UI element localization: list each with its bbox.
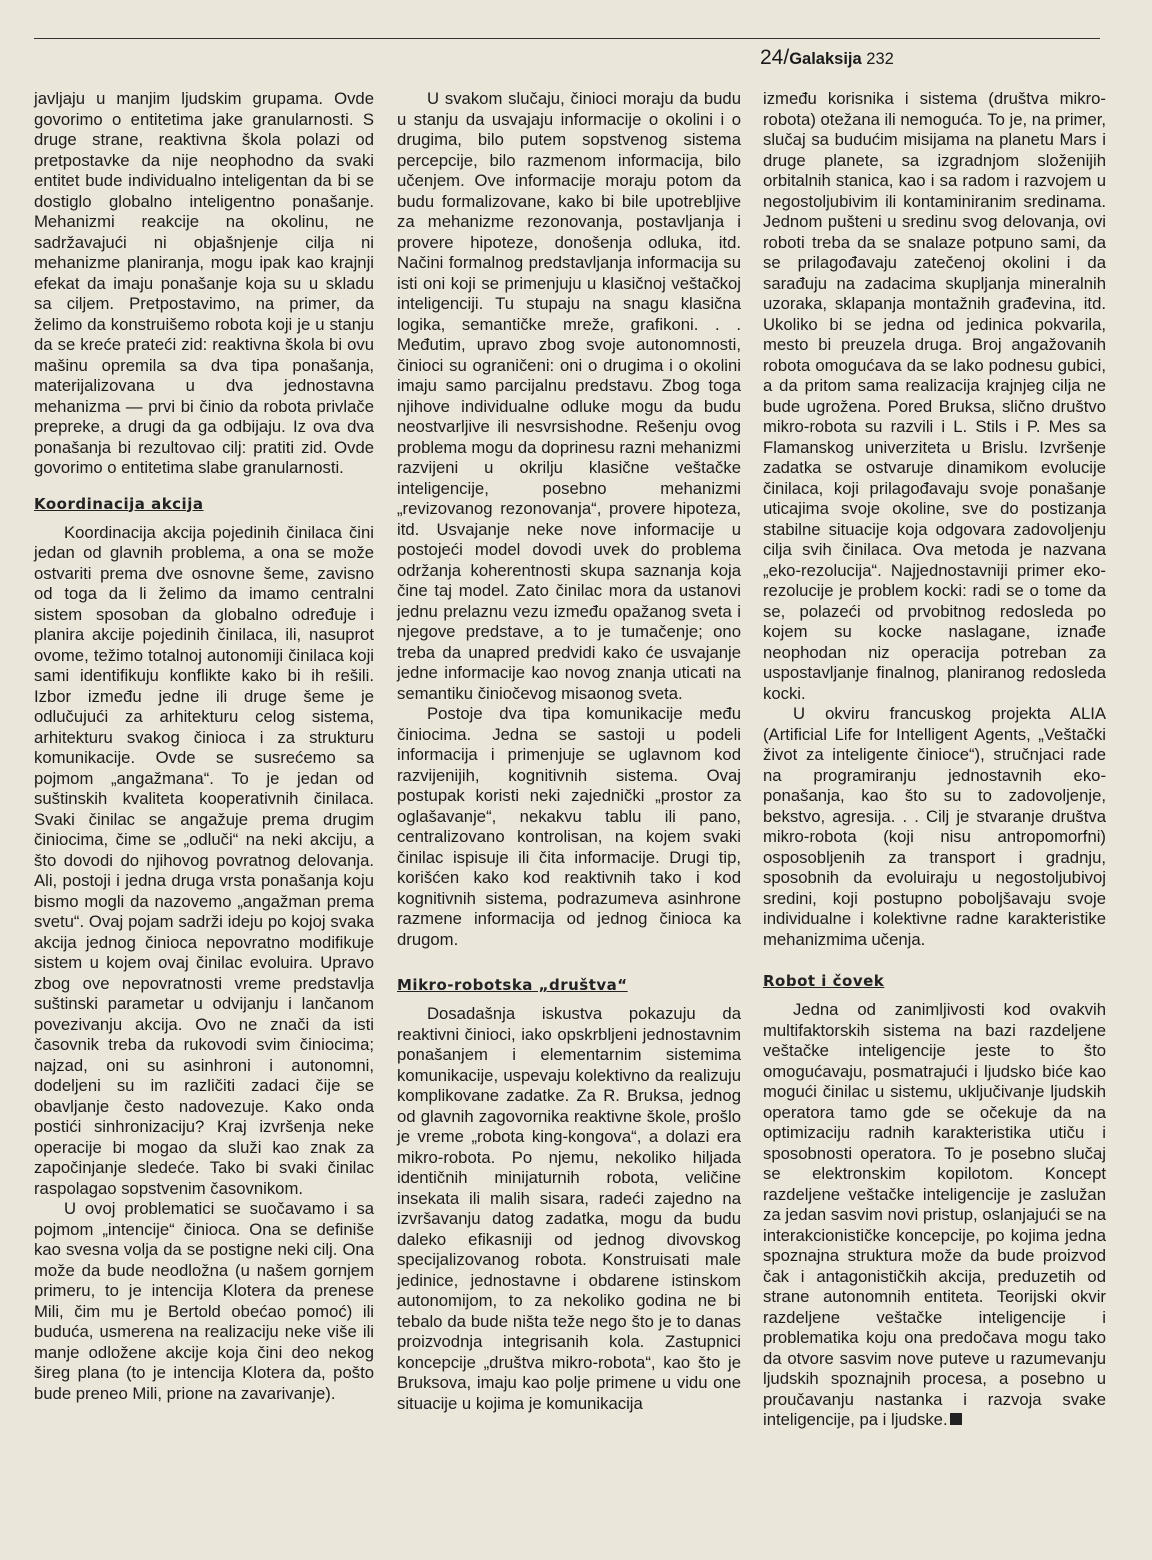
paragraph: Dosadašnja iskustva pokazuju da reaktivni činioci, iako opskrbljeni jednostavnim ponašanjem i elementarnim sistemima komunikacije, uspevaju kolektivno da realizuju komplikovane zadatke. Za R. Bruksa, jednog od glavnih zagovornika reaktivne škole, prošlo je vreme „robota king-kongova“, a dolazi era mikro-robota. Po njemu, nekoliko hiljada identičnih minijaturnih robota, veličine insekata ili malih sisara, radeći zajedno na izvršavanju datog zadatka, mogu da budu daleko efikasniji od jednog divovskog specijalizovanog robota. Konstruisati male jedinice, jednostavne i obdarene istinskom autonomijom, to za nekoliko godina ne bi tebalo da bude ništa teže nego što je to danas proizvodnja integrisanih kola. Zastupnici koncepcije „društva mikro-robota“, kao što je Bruksova, imaju kao polje primene u vidu one situacije u kojima je komunikacija <box>397 1004 741 1413</box>
column-3 <box>763 89 1106 1431</box>
paragraph: Koordinacija akcija pojedinih činilaca čini jedan od glavnih problema, a ona se može ostvariti prema dve osnovne šeme, zavisno od toga da li želimo da imamo centralni sistem sposoban da globalno određuje i planira akcije pojedinih činilaca, ili, nasuprot ovome, težimo totalnoj autonomiji činilaca koji sami identifikuju konflikte kako bi ih rešili. Izbor između jedne ili druge šeme je odlučujući za arhitekturu celog sistema, arhitekturu svakog činioca i za strukturu komunikacije. Ovde se susrećemo sa pojmom „angažmana“. To je jedan od suštinskih kvaliteta kooperativnih činilaca. Svaki činilac se angažuje prema drugim činiocima, čime se „odluči“ na neki akciju, a što dovodi do njihovog povratnog delovanja. Ali, postoji i jedna druga vrsta ponašanja koju bismo mogli da nazovemo „angažman prema svetu“. Ovaj pojam sadrži ideju po kojoj svaka akcija jednog činioca nepovratno modifikuje sistem u kojem ovaj činilac evoluira. Upravo zbog ove nepovratnosti vreme predstavlja suštinski parametar u odvijanju i lančanom povezivanju akcija. Ovo ne znači da isti časovnik treba da rukovodi svim činiocima; najzad, oni su asinhroni i autonomni, dodeljeni su im različiti zadaci čije se obavljanje često nadovezuje. Kako onda postići sinhronizaciju? Kraj izvršenja neke operacije bi mogao da služi kao znak za započinjanje sledeće. Tako bi svaki činilac raspolagao sopstvenim časovnikom. <box>34 522 374 1198</box>
issue-number: 232 <box>866 50 894 68</box>
final-paragraph <box>763 1000 1106 1431</box>
section-heading: Robot i čovek <box>763 972 885 990</box>
page-slash: / <box>783 46 790 69</box>
paragraph: U svakom slučaju, činioci moraju da budu u stanju da usvajaju informacije o okolini i o drugima, bilo putem sopstvenog sistema percepcije, bilo razmenom informacija, bilo učenjem. Ove informacije moraju potom da budu formalizovane, kako bi bile upotrebljive za mehanizme rezonovanja, postavljanja i provere hipoteze, donošenja odluka, itd. Načini formalnog predstavljanja informacija su isti oni koji se primenjuju u klasičnoj veštačkoj inteligenciji. Tu stupaju na snagu klasična logika, semantičke mreže, grafikoni. . . Međutim, upravo zbog svoje autonomnosti, činioci su ograničeni: oni o drugima i o okolini imaju samo parcijalnu predstavu. Zbog toga njihove individualne odluke mogu da budu neostvarljive ili nesvrsishodne. Rešenju ovog problema mogu da doprinesu razni mehanizmi razvijeni u okrilju klasične veštačke inteligencije, posebno mehanizmi „revizovanog rezonovanja“, provere hipoteza, itd. Usvajanje neke nove informacije u postojeći model dovodi uvek do problema održanja koherentnosti skupa saznanja koja čine taj model. Zato činilac mora da ustanovi jednu prelaznu vezu između opažanog sveta i njegove predstave, a to je tumačenje; ono treba da unapred predvidi kako će usvajanje jedne informacije kao novog znanja uticati na semantiku činiočevog misaonog sveta. <box>397 89 741 703</box>
section-heading: Mikro-robotska „društva“ <box>397 976 628 994</box>
page-header <box>760 46 894 70</box>
paragraph-text: Jedna od zanimljivosti kod ovakvih multifaktorskih sistema na bazi razdeljene veštačke inteligencije jeste to što omogućavaju, posmatrajući i ljudsko biće kao mogući činilac u sistemu, uključivanje ljudskih operatora tamo gde se očekuje da na optimizaciju radnih karakteristika utiču i sposobnosti operatora. To je posebno slučaj se elektronskim kopilotom. Koncept razdeljene veštačke inteligencije je zaslužan za jedan sasvim novi pristup, oslanjajući se na interakcionističke koncepcije, po kojima jedna spoznajna struktura može da bude proizvod čak i antagonističkih akcija, preduzetih od strane autonomnih entiteta. Teorijski okvir razdeljene veštačke inteligencije i problematika koju ona predočava mogu tako da otvore sasvim nove puteve u razumevanju ljudskih spoznajnih procesa, a posebno u proučavanju nastanka i razvoja svake inteligencije, pa i ljudske. <box>763 1000 1106 1429</box>
end-of-article-mark <box>950 1413 962 1425</box>
paragraph: Postoje dva tipa komunikacije među činiocima. Jedna se sastoji u podeli informacija i primenjuje se uglavnom kod razvijenijih, kognitivnih sistema. Ovaj postupak koristi neki zajednički „prostor za oglašavanje“, nekakvu tablu ili pano, centralizovano kontrolisan, na kojem svaki činilac ispisuje ili čita informacije. Drugi tip, korišćen kako kod reaktivnih tako i kod kognitivnih sistema, podrazumeva asinhrone razmene informacija od jednog činioca ka drugom. <box>397 704 741 949</box>
column-1 <box>34 89 374 1404</box>
magazine-name: Galaksija <box>789 50 862 68</box>
paragraph: između korisnika i sistema (društva mikro-robota) otežana ili nemoguća. To je, na primer, slučaj sa budućim misijama na planetu Mars i druge planete, sa izgradnjom složenijih orbitalnih stanica, kao i sa radom i razvojem u negostoljubivim ili kontaminiranim sredinama. Jednom pušteni u sredinu svog delovanja, ovi roboti treba da se snalaze potpuno sami, da se prilagođavaju zatečenoj okolini i da sarađuju na zadacima skupljanja mineralnih uzoraka, sklapanja montažnih građevina, itd. Ukoliko bi se jedna od jedinica pokvarila, mesto bi preuzela druga. Broj angažovanih robota omogućava da se lako podnesu gubici, a da pritom sama realizacija krajnjeg cilja ne bude ugrožena. Pored Bruksa, slično društvo mikro-robota su razvili i L. Stils i P. Mes sa Flamanskog univerziteta u Brislu. Izvršenje zadatka se ostvaruje dinamikom evolucije činilaca, koji prilagođavaju svoje ponašanje uticajima svoje okoline, sve do postizanja stabilne situacije koja odgovara zadovoljenju cilja svih činilaca. Ova metoda je nazvana „eko-rezolucija“. Najjednostavniji primer eko-rezolucije je problem kocki: radi se o tome da se, polazeći od prvobitnog redosleda po kojem su kocke naslagane, iznađe neophodan niz operacija potreban za uspostavljanje finalnog, planiranog redosleda kocki. <box>763 89 1106 703</box>
page-number: 24 <box>760 46 784 69</box>
column-2 <box>397 89 741 1414</box>
paragraph: U ovoj problematici se suočavamo i sa pojmom „intencije“ činioca. Ona se definiše kao svesna volja da se postigne neki cilj. Ona može da bude neodložna (u našem gornjem primeru, to je intencija Klotera da prenese Mili, čim mu je Bertold obećao pomoć) ili buduća, usmerena na realizaciju neke više ili manje odložene akcije koja čini deo nekog šireg plana (to je intencija Klotera da, pošto bude preneo Mili, prione na zavarivanje). <box>34 1199 374 1403</box>
header-rule <box>34 38 1100 39</box>
paragraph: U okviru francuskog projekta ALIA (Artificial Life for Intelligent Agents, „Veštački život za inteligente činioce“), stručnjaci rade na programiranju jednostavnih eko-ponašanja, kao što su to zadovoljenje, bekstvo, agresija. . . Cilj je stvaranje društva mikro-robota (koji nisu antropomorfni) osposobljenih za transport i gradnju, sposobnih da evoluiraju u negostoljubivoj sredini, koji postupno poboljšavaju svoje individualne i kolektivne radne karakteristike mehanizmima učenja. <box>763 704 1106 949</box>
section-heading: Koordinacija akcija <box>34 494 204 513</box>
paragraph: javljaju u manjim ljudskim grupama. Ovde govorimo o entitetima jake granularnosti. S druge strane, reaktivna škola polazi od pretpostavke da nije neophodno da svaki entitet bude individualno inteligentan da bi se dostiglo globalno inteligentno ponašanje. Mehanizmi reakcije na okolinu, ne sadržavajući ni objašnjenje cilja ni mehanizme planiranja, mogu ipak kao krajnji efekat da imaju ponašanje koja su u skladu sa ciljem. Pretpostavimo, na primer, da želimo da konstruišemo robota koji je u stanju da se kreće prateći zid: reaktivna škola bi ovu mašinu opremila sa dva tipa ponašanja, materijalizovana u dva jednostavna mehanizma — prvi bi činio da robota privlače prepreke, a drugi da ga odbijaju. Iz ova dva ponašanja bi rezultovao cilj: pratiti zid. Ovde govorimo o entitetima slabe granularnosti. <box>34 89 374 477</box>
